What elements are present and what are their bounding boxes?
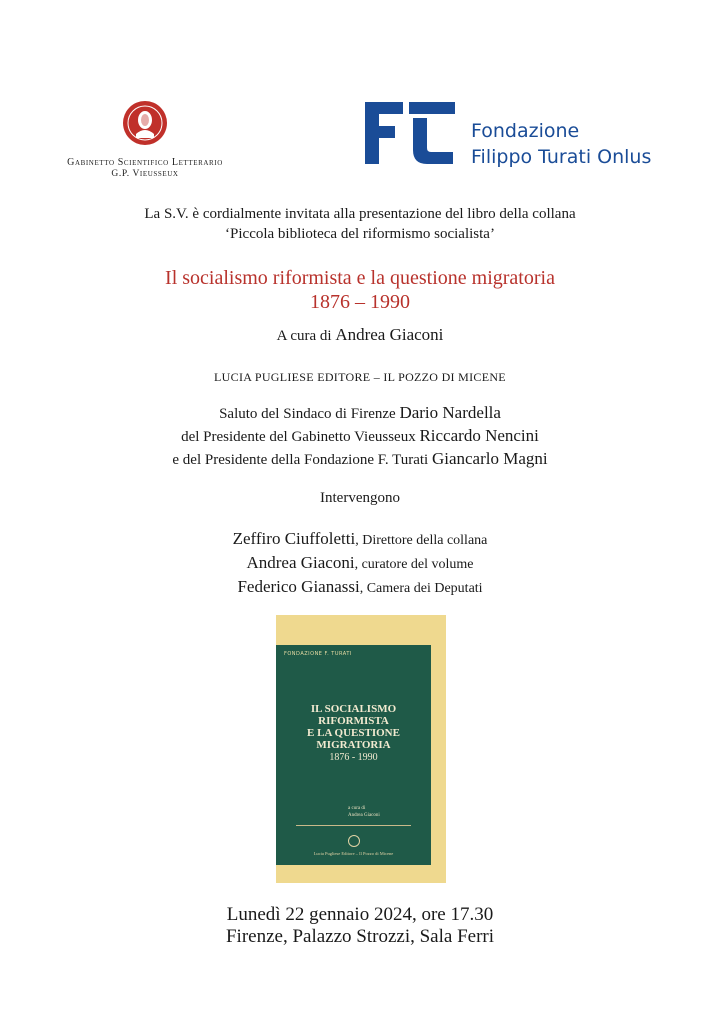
book-cover-publisher: Lucia Pugliese Editore – Il Pozzo di Micene [313, 851, 394, 856]
speaker-1-role: , Direttore della collana [355, 533, 488, 548]
book-cover-title-line4: MIGRATORIA [316, 739, 391, 751]
vieusseux-logo [60, 100, 230, 179]
saluto-3-name: Giancarlo Magni [431, 449, 548, 468]
book-cover-image [276, 615, 446, 883]
speaker-1-name: Zeffiro Ciuffoletti [232, 529, 356, 548]
book-cover-title-line1: IL SOCIALISMO [310, 703, 397, 715]
saluti-block [0, 402, 720, 471]
speaker-3-name: Federico Gianassi [237, 577, 360, 596]
editore-line: LUCIA PUGLIESE EDITORE – IL POZZO DI MICENE [214, 370, 506, 384]
book-cover-title-line3: E LA QUESTIONE [307, 727, 400, 739]
speaker-2-role: , curatore del volume [354, 557, 474, 572]
saluto-2-prefix: del Presidente del Gabinetto Vieusseux [181, 429, 416, 445]
intervengono-label: Intervengono [320, 490, 400, 506]
speaker-3 [0, 576, 720, 600]
curatore-prefix: A cura di [276, 328, 332, 344]
book-cover-years: 1876 - 1990 [329, 752, 378, 763]
speaker-1 [0, 528, 720, 552]
vieusseux-name: Gabinetto Scientifico Letterario [67, 157, 223, 168]
saluto-2 [0, 425, 720, 448]
saluto-3-prefix: e del Presidente della Fondazione F. Turati [172, 452, 429, 468]
event-date: Lunedì 22 gennaio 2024, ore 17.30 [226, 904, 494, 925]
speaker-3-role: , Camera dei Deputati [359, 581, 483, 596]
curatore-name: Andrea Giaconi [335, 325, 444, 344]
book-title [0, 266, 720, 314]
speakers-list [0, 528, 720, 600]
event-info [0, 904, 720, 948]
book-cover-title-line2: RIFORMISTA [318, 715, 389, 727]
saluto-2-name: Riccardo Nencini [419, 426, 539, 445]
invitation-text [0, 204, 720, 244]
saluto-1-name: Dario Nardella [399, 403, 501, 422]
saluto-1-prefix: Saluto del Sindaco di Firenze [219, 406, 396, 422]
invitation-line1: La S.V. è cordialmente invitata alla presentazione del libro della collana [144, 206, 576, 222]
book-cover-band-text: FONDAZIONE F. TURATI [284, 651, 352, 657]
saluto-3 [0, 448, 720, 471]
book-title-years: 1876 – 1990 [310, 291, 410, 313]
book-cover-title [276, 703, 431, 764]
book-cover-cura [348, 805, 380, 819]
ft-mark-icon [365, 102, 455, 164]
book-cover-cura-name: Andrea Giaconi [348, 813, 380, 818]
event-place: Firenze, Palazzo Strozzi, Sala Ferri [225, 926, 494, 947]
book-title-main: Il socialismo riformista e la questione migratoria [165, 267, 555, 289]
speaker-2 [0, 552, 720, 576]
saluto-1 [0, 402, 720, 425]
book-cover-cura-label: a cura di [348, 806, 366, 811]
vieusseux-subname: G.P. Vieusseux [111, 169, 179, 179]
invitation-line2: ‘Piccola biblioteca del riformismo socialista’ [225, 226, 495, 242]
book-cover-panel [276, 675, 431, 865]
curatore-line [0, 325, 720, 345]
book-cover-top-band [276, 645, 431, 675]
ft-name-line1: Fondazione [471, 120, 580, 142]
vieusseux-seal-icon [122, 100, 168, 146]
book-cover-seal-icon [348, 835, 360, 847]
book-cover-divider [296, 825, 411, 826]
speaker-2-name: Andrea Giaconi [246, 553, 355, 572]
fondazione-turati-logo [365, 102, 665, 166]
ft-name-line2: Filippo Turati Onlus [471, 146, 652, 168]
